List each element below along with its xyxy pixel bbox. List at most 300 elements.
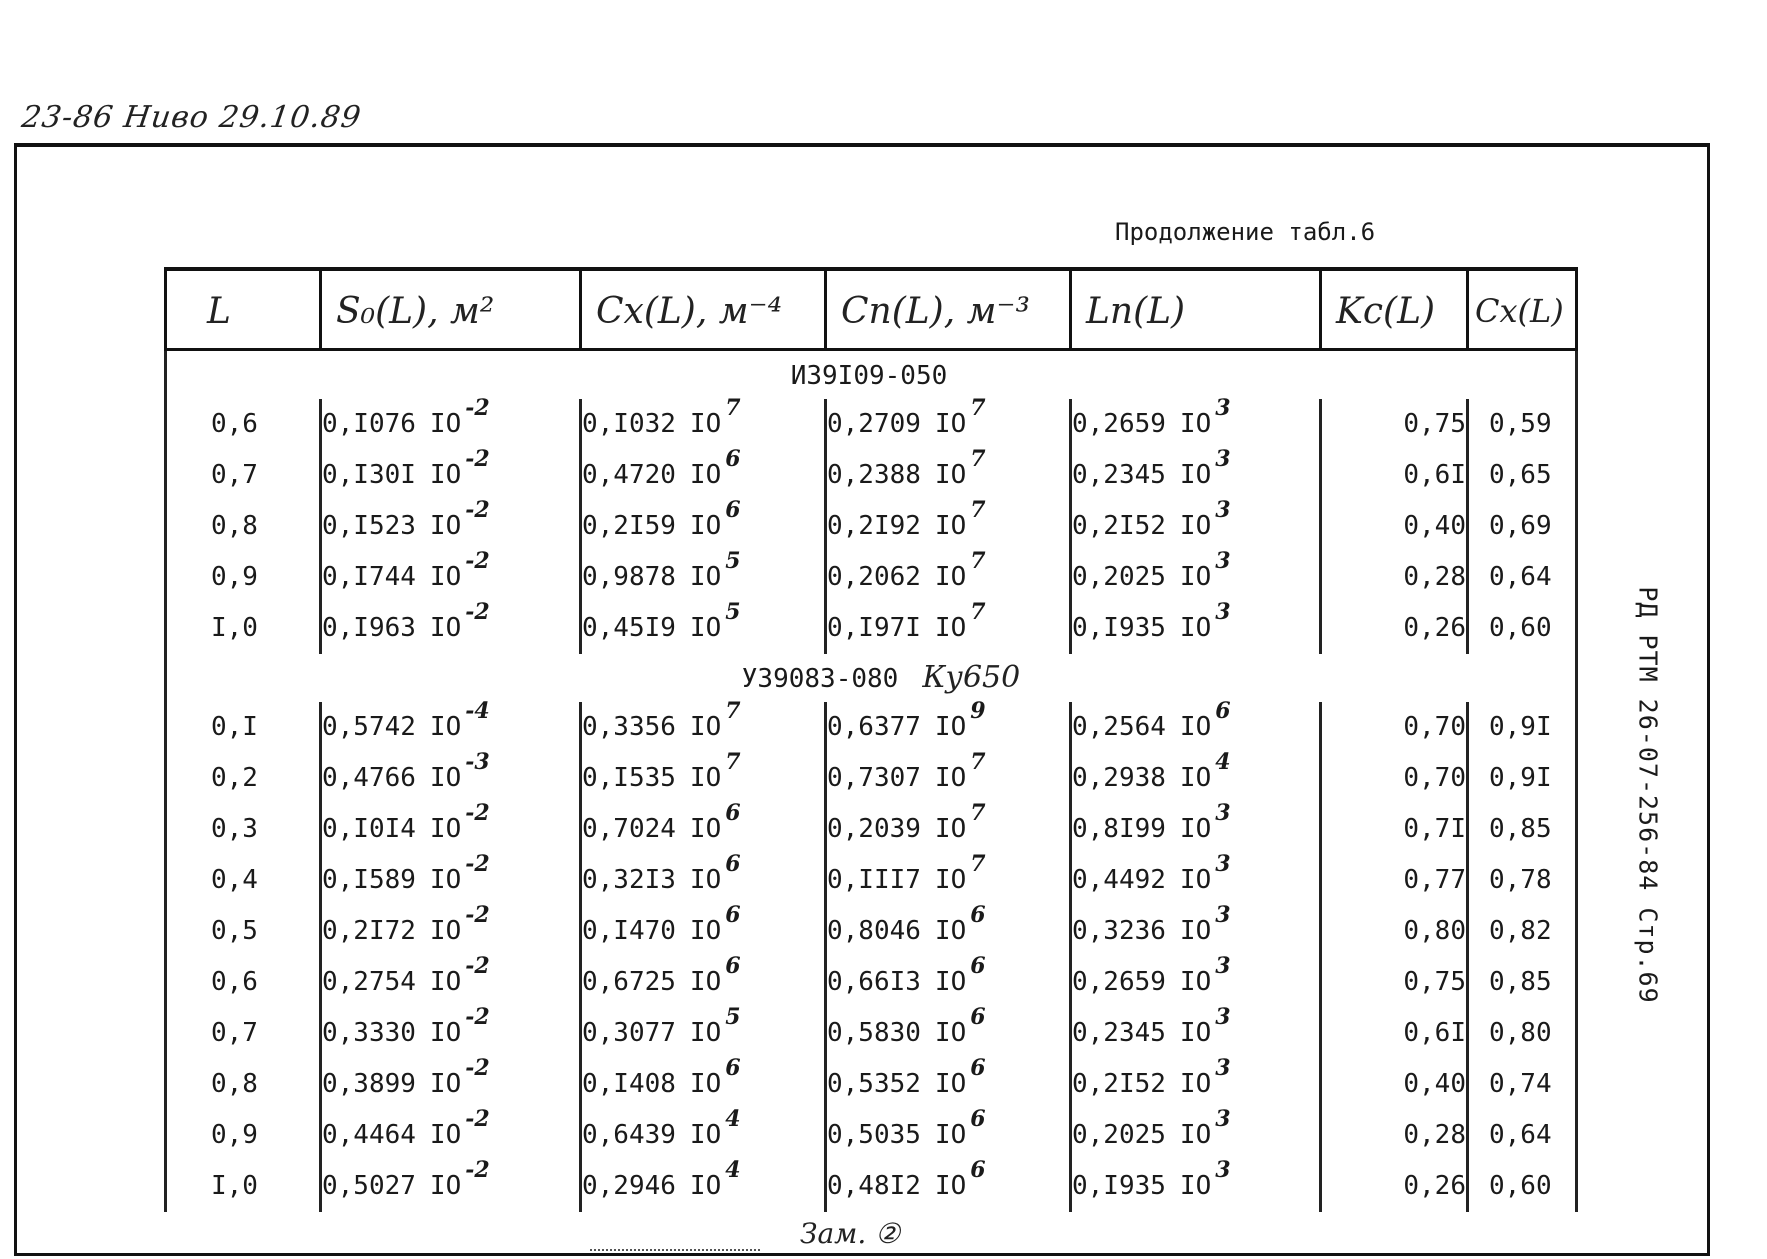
cell-lp	[1071, 749, 1321, 804]
cell-s0	[321, 902, 581, 957]
exponent: -4	[465, 698, 490, 724]
mantissa: 0,I30I	[322, 460, 416, 490]
table-row	[166, 804, 1577, 855]
mantissa: 0,2946	[582, 1171, 676, 1201]
power-base: IO	[1179, 562, 1212, 592]
mantissa: 0,2I59	[582, 511, 676, 541]
cell-cp	[826, 548, 1071, 603]
exponent: -2	[465, 1004, 490, 1030]
cell-c: 0,78	[1468, 855, 1577, 906]
cell-cx	[581, 497, 826, 552]
cell-s0	[321, 749, 581, 804]
cell-cp	[826, 902, 1071, 957]
mantissa: 0,2754	[322, 967, 416, 997]
cell-l: 0,8	[166, 501, 321, 552]
handwritten-top-note: 23-86 Ниво 29.10.89	[19, 100, 364, 135]
cell-cp	[826, 1055, 1071, 1110]
cell-cp	[826, 599, 1071, 654]
mantissa: 0,6725	[582, 967, 676, 997]
cell-s0	[321, 497, 581, 552]
exponent: 6	[1215, 698, 1231, 724]
power-base: IO	[689, 1120, 722, 1150]
mantissa: 0,2345	[1072, 460, 1166, 490]
cell-l: 0,4	[166, 855, 321, 906]
power-base: IO	[429, 409, 462, 439]
power-base: IO	[689, 712, 722, 742]
exponent: 6	[970, 1004, 986, 1030]
power-base: IO	[429, 1069, 462, 1099]
power-base: IO	[934, 1018, 967, 1048]
cell-s0	[321, 395, 581, 450]
mantissa: 0,2I72	[322, 916, 416, 946]
power-base: IO	[934, 712, 967, 742]
power-base: IO	[429, 1120, 462, 1150]
table-row	[166, 450, 1577, 501]
cell-cx	[581, 446, 826, 501]
power-base: IO	[1179, 1018, 1212, 1048]
mantissa: 0,I076	[322, 409, 416, 439]
cell-s0	[321, 548, 581, 603]
power-base: IO	[429, 763, 462, 793]
mantissa: 0,I535	[582, 763, 676, 793]
mantissa: 0,7024	[582, 814, 676, 844]
mantissa: 0,I589	[322, 865, 416, 895]
cell-cx	[581, 1157, 826, 1212]
cell-kc: 0,70	[1321, 702, 1468, 753]
cell-s0	[321, 1055, 581, 1110]
power-base: IO	[689, 865, 722, 895]
exponent: 7	[970, 800, 986, 826]
cell-cp	[826, 1004, 1071, 1059]
exponent: 3	[1215, 1004, 1231, 1030]
section-header-row	[166, 654, 1577, 702]
exponent: 3	[1215, 497, 1231, 523]
section-title-cell	[166, 349, 1577, 399]
exponent: 3	[1215, 1055, 1231, 1081]
power-base: IO	[429, 916, 462, 946]
power-base: IO	[689, 1018, 722, 1048]
mantissa: 0,5352	[827, 1069, 921, 1099]
power-base: IO	[1179, 967, 1212, 997]
power-base: IO	[934, 562, 967, 592]
mantissa: 0,2938	[1072, 763, 1166, 793]
cell-lp	[1071, 1106, 1321, 1161]
table-row	[166, 1008, 1577, 1059]
header-s0: S₀(L), м²	[321, 269, 581, 349]
cell-l: 0,6	[166, 957, 321, 1008]
exponent: 3	[1215, 800, 1231, 826]
cell-kc: 0,80	[1321, 906, 1468, 957]
header-lp: Lп(L)	[1071, 269, 1321, 349]
exponent: 4	[725, 1106, 741, 1132]
cell-c: 0,60	[1468, 603, 1577, 654]
mantissa: 0,3899	[322, 1069, 416, 1099]
cell-s0	[321, 851, 581, 906]
mantissa: 0,2039	[827, 814, 921, 844]
mantissa: 0,3236	[1072, 916, 1166, 946]
exponent: 3	[1215, 599, 1231, 625]
power-base: IO	[934, 460, 967, 490]
exponent: -2	[465, 1157, 490, 1183]
exponent: -2	[465, 548, 490, 574]
table-row	[166, 855, 1577, 906]
mantissa: 0,I523	[322, 511, 416, 541]
mantissa: 0,III7	[827, 865, 921, 895]
section-handwritten-note: Ку650	[922, 660, 1021, 695]
cell-kc: 0,7I	[1321, 804, 1468, 855]
mantissa: 0,3077	[582, 1018, 676, 1048]
exponent: 7	[970, 395, 986, 421]
power-base: IO	[1179, 1069, 1212, 1099]
exponent: 3	[1215, 395, 1231, 421]
power-base: IO	[429, 967, 462, 997]
exponent: 6	[725, 851, 741, 877]
mantissa: 0,I97I	[827, 613, 921, 643]
cell-c: 0,65	[1468, 450, 1577, 501]
exponent: 6	[970, 1157, 986, 1183]
exponent: 5	[725, 599, 741, 625]
exponent: 5	[725, 1004, 741, 1030]
cell-l: 0,7	[166, 1008, 321, 1059]
mantissa: 0,2I52	[1072, 1069, 1166, 1099]
bottom-dotted-line	[590, 1249, 760, 1251]
exponent: 7	[725, 395, 741, 421]
cell-l: 0,6	[166, 399, 321, 450]
power-base: IO	[429, 511, 462, 541]
cell-kc: 0,26	[1321, 1161, 1468, 1212]
cell-cp	[826, 1157, 1071, 1212]
mantissa: 0,48I2	[827, 1171, 921, 1201]
cell-s0	[321, 800, 581, 855]
cell-cp	[826, 800, 1071, 855]
cell-cp	[826, 497, 1071, 552]
exponent: 6	[725, 953, 741, 979]
cell-s0	[321, 953, 581, 1008]
cell-kc: 0,28	[1321, 1110, 1468, 1161]
exponent: 6	[725, 800, 741, 826]
cell-lp	[1071, 395, 1321, 450]
table-row	[166, 702, 1577, 753]
mantissa: 0,6377	[827, 712, 921, 742]
cell-lp	[1071, 497, 1321, 552]
power-base: IO	[689, 613, 722, 643]
cell-c: 0,60	[1468, 1161, 1577, 1212]
cell-kc: 0,6I	[1321, 1008, 1468, 1059]
mantissa: 0,I744	[322, 562, 416, 592]
cell-lp	[1071, 851, 1321, 906]
mantissa: 0,6439	[582, 1120, 676, 1150]
cell-lp	[1071, 1055, 1321, 1110]
exponent: 3	[1215, 953, 1231, 979]
power-base: IO	[1179, 916, 1212, 946]
section-title: У39083-080	[741, 664, 899, 694]
cell-l: 0,5	[166, 906, 321, 957]
mantissa: 0,8I99	[1072, 814, 1166, 844]
exponent: 7	[725, 698, 741, 724]
cell-cx	[581, 395, 826, 450]
power-base: IO	[689, 460, 722, 490]
mantissa: 0,3330	[322, 1018, 416, 1048]
cell-c: 0,9I	[1468, 753, 1577, 804]
table-header-row	[166, 269, 1577, 349]
cell-l: 0,9	[166, 552, 321, 603]
section-title: ИЗ9I09-050	[790, 361, 948, 391]
cell-cp	[826, 1106, 1071, 1161]
cell-kc: 0,75	[1321, 399, 1468, 450]
power-base: IO	[934, 967, 967, 997]
cell-l: 0,I	[166, 702, 321, 753]
cell-kc: 0,26	[1321, 603, 1468, 654]
power-base: IO	[429, 562, 462, 592]
exponent: 6	[970, 1055, 986, 1081]
cell-kc: 0,70	[1321, 753, 1468, 804]
table-row	[166, 753, 1577, 804]
power-base: IO	[1179, 814, 1212, 844]
power-base: IO	[689, 511, 722, 541]
cell-l: 0,3	[166, 804, 321, 855]
power-base: IO	[689, 1171, 722, 1201]
exponent: 9	[970, 698, 986, 724]
exponent: -2	[465, 953, 490, 979]
cell-c: 0,82	[1468, 906, 1577, 957]
exponent: 6	[970, 902, 986, 928]
cell-cp	[826, 851, 1071, 906]
data-table	[164, 267, 1578, 1212]
table-continuation-label: Продолжение табл.6	[1115, 218, 1376, 246]
cell-c: 0,85	[1468, 957, 1577, 1008]
cell-lp	[1071, 698, 1321, 753]
cell-l: 0,7	[166, 450, 321, 501]
cell-cx	[581, 800, 826, 855]
mantissa: 0,45I9	[582, 613, 676, 643]
power-base: IO	[1179, 763, 1212, 793]
power-base: IO	[689, 763, 722, 793]
cell-cx	[581, 1004, 826, 1059]
power-base: IO	[429, 613, 462, 643]
exponent: 3	[1215, 1106, 1231, 1132]
mantissa: 0,2062	[827, 562, 921, 592]
power-base: IO	[689, 916, 722, 946]
cell-cx	[581, 599, 826, 654]
mantissa: 0,7307	[827, 763, 921, 793]
power-base: IO	[934, 1171, 967, 1201]
mantissa: 0,2564	[1072, 712, 1166, 742]
table-body	[166, 349, 1577, 1212]
header-kc: Kc(L)	[1321, 269, 1468, 349]
exponent: -2	[465, 1106, 490, 1132]
mantissa: 0,I963	[322, 613, 416, 643]
cell-lp	[1071, 548, 1321, 603]
cell-lp	[1071, 1157, 1321, 1212]
mantissa: 0,2388	[827, 460, 921, 490]
power-base: IO	[934, 1069, 967, 1099]
mantissa: 0,2I92	[827, 511, 921, 541]
cell-cx	[581, 851, 826, 906]
power-base: IO	[689, 967, 722, 997]
exponent: -2	[465, 497, 490, 523]
mantissa: 0,32I3	[582, 865, 676, 895]
power-base: IO	[934, 613, 967, 643]
cell-lp	[1071, 953, 1321, 1008]
power-base: IO	[429, 1171, 462, 1201]
cell-cx	[581, 902, 826, 957]
exponent: -2	[465, 800, 490, 826]
cell-c: 0,9I	[1468, 702, 1577, 753]
power-base: IO	[934, 409, 967, 439]
cell-c: 0,59	[1468, 399, 1577, 450]
cell-l: 0,2	[166, 753, 321, 804]
table-row	[166, 399, 1577, 450]
power-base: IO	[934, 763, 967, 793]
cell-lp	[1071, 1004, 1321, 1059]
mantissa: 0,2709	[827, 409, 921, 439]
exponent: 3	[1215, 1157, 1231, 1183]
cell-lp	[1071, 902, 1321, 957]
cell-cx	[581, 953, 826, 1008]
table-row	[166, 1110, 1577, 1161]
header-cx: Cx(L), м⁻⁴	[581, 269, 826, 349]
power-base: IO	[689, 562, 722, 592]
power-base: IO	[689, 1069, 722, 1099]
mantissa: 0,I470	[582, 916, 676, 946]
mantissa: 0,8046	[827, 916, 921, 946]
exponent: 6	[725, 1055, 741, 1081]
cell-s0	[321, 698, 581, 753]
power-base: IO	[689, 409, 722, 439]
cell-cp	[826, 395, 1071, 450]
section-header-row	[166, 349, 1577, 399]
cell-cp	[826, 953, 1071, 1008]
table-row	[166, 552, 1577, 603]
mantissa: 0,2I52	[1072, 511, 1166, 541]
mantissa: 0,2345	[1072, 1018, 1166, 1048]
cell-c: 0,80	[1468, 1008, 1577, 1059]
exponent: 6	[725, 497, 741, 523]
cell-c: 0,64	[1468, 552, 1577, 603]
section-title-cell	[166, 654, 1577, 702]
cell-kc: 0,75	[1321, 957, 1468, 1008]
header-cp: Cп(L), м⁻³	[826, 269, 1071, 349]
handwritten-revision-note: Зам. ②	[800, 1217, 901, 1250]
cell-s0	[321, 1106, 581, 1161]
mantissa: 0,2025	[1072, 562, 1166, 592]
cell-s0	[321, 599, 581, 654]
cell-lp	[1071, 599, 1321, 654]
exponent: 7	[970, 548, 986, 574]
table-row	[166, 1059, 1577, 1110]
cell-c: 0,69	[1468, 501, 1577, 552]
cell-cp	[826, 698, 1071, 753]
cell-l: 0,8	[166, 1059, 321, 1110]
mantissa: 0,66I3	[827, 967, 921, 997]
mantissa: 0,I408	[582, 1069, 676, 1099]
exponent: -2	[465, 446, 490, 472]
exponent: -3	[465, 749, 490, 775]
cell-cx	[581, 749, 826, 804]
cell-l: I,0	[166, 1161, 321, 1212]
power-base: IO	[429, 814, 462, 844]
exponent: 3	[1215, 902, 1231, 928]
power-base: IO	[429, 460, 462, 490]
cell-cp	[826, 446, 1071, 501]
mantissa: 0,I0I4	[322, 814, 416, 844]
cell-cx	[581, 548, 826, 603]
table-row	[166, 1161, 1577, 1212]
power-base: IO	[1179, 613, 1212, 643]
cell-lp	[1071, 446, 1321, 501]
exponent: 7	[970, 851, 986, 877]
exponent: 6	[725, 902, 741, 928]
exponent: 6	[970, 1106, 986, 1132]
mantissa: 0,4766	[322, 763, 416, 793]
header-c: Cx(L)	[1468, 269, 1577, 349]
table-row	[166, 501, 1577, 552]
cell-kc: 0,40	[1321, 1059, 1468, 1110]
mantissa: 0,I935	[1072, 1171, 1166, 1201]
mantissa: 0,5027	[322, 1171, 416, 1201]
mantissa: 0,9878	[582, 562, 676, 592]
power-base: IO	[934, 511, 967, 541]
mantissa: 0,2025	[1072, 1120, 1166, 1150]
exponent: 5	[725, 548, 741, 574]
mantissa: 0,2659	[1072, 967, 1166, 997]
cell-lp	[1071, 800, 1321, 855]
exponent: 7	[970, 446, 986, 472]
exponent: 7	[970, 497, 986, 523]
table-row	[166, 957, 1577, 1008]
cell-s0	[321, 1157, 581, 1212]
exponent: -2	[465, 1055, 490, 1081]
cell-cx	[581, 1106, 826, 1161]
exponent: 3	[1215, 548, 1231, 574]
cell-kc: 0,77	[1321, 855, 1468, 906]
exponent: -2	[465, 395, 490, 421]
exponent: 7	[970, 599, 986, 625]
power-base: IO	[429, 1018, 462, 1048]
power-base: IO	[934, 916, 967, 946]
exponent: 4	[1215, 749, 1231, 775]
header-l: L	[166, 269, 321, 349]
cell-l: 0,9	[166, 1110, 321, 1161]
power-base: IO	[934, 814, 967, 844]
power-base: IO	[1179, 1120, 1212, 1150]
power-base: IO	[1179, 460, 1212, 490]
cell-cp	[826, 749, 1071, 804]
power-base: IO	[1179, 1171, 1212, 1201]
cell-cx	[581, 1055, 826, 1110]
cell-c: 0,85	[1468, 804, 1577, 855]
cell-kc: 0,40	[1321, 501, 1468, 552]
mantissa: 0,4720	[582, 460, 676, 490]
exponent: 6	[970, 953, 986, 979]
document-code-vertical: РД РТМ 26-07-256-84 Стр.69	[1633, 586, 1663, 1004]
mantissa: 0,4492	[1072, 865, 1166, 895]
exponent: 7	[725, 749, 741, 775]
exponent: 6	[725, 446, 741, 472]
cell-s0	[321, 1004, 581, 1059]
power-base: IO	[429, 712, 462, 742]
cell-s0	[321, 446, 581, 501]
exponent: 3	[1215, 446, 1231, 472]
mantissa: 0,5742	[322, 712, 416, 742]
mantissa: 0,5830	[827, 1018, 921, 1048]
mantissa: 0,4464	[322, 1120, 416, 1150]
power-base: IO	[1179, 511, 1212, 541]
power-base: IO	[689, 814, 722, 844]
table-row	[166, 603, 1577, 654]
mantissa: 0,3356	[582, 712, 676, 742]
mantissa: 0,I032	[582, 409, 676, 439]
